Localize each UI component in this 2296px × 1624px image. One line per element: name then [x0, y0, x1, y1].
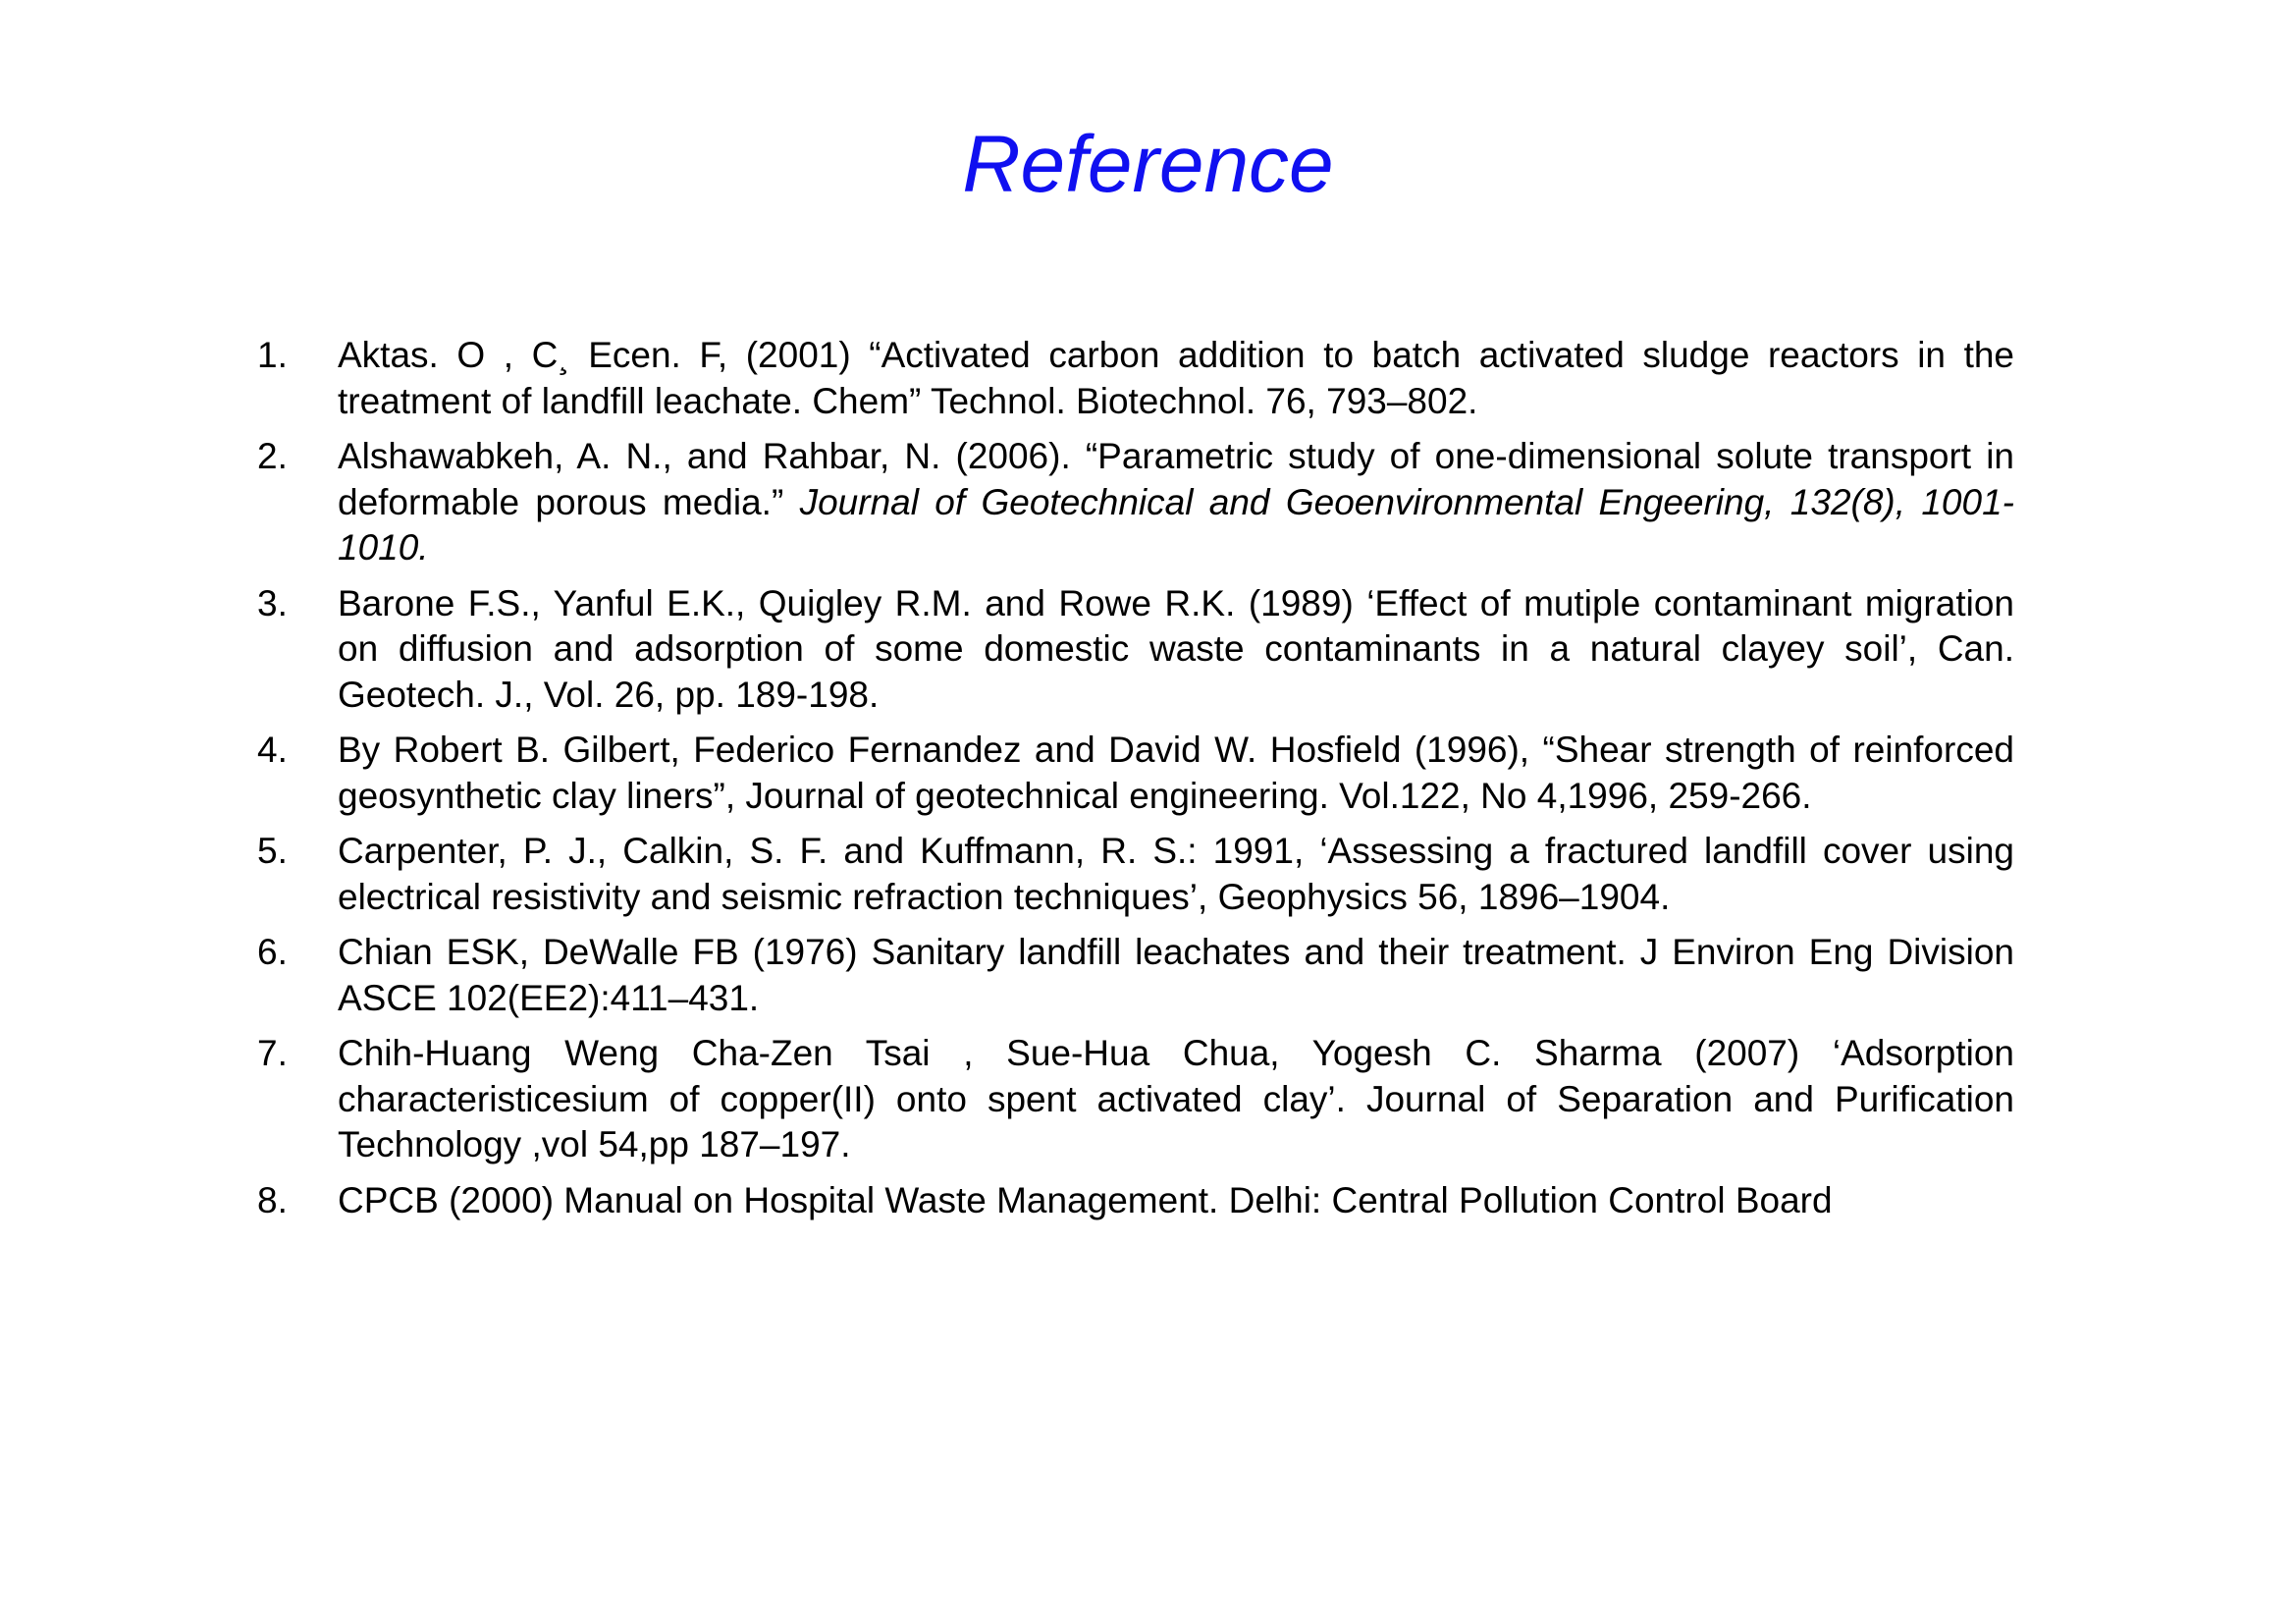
reference-item [257, 829, 2014, 920]
journal-citation: Journal of Geotechnical and Geoenvironmental Engeering, 132(8), 1001-1010. [338, 481, 2014, 568]
reference-text: Carpenter, P. J., Calkin, S. F. and Kuffmann, R. S.: 1991, ‘Assessing a fractured landfill cover using electrical resistivity and seismic refraction techniques’, Geophysics 56, 1896–1904. [338, 831, 2014, 917]
reference-number: 3. [257, 582, 288, 623]
page-title: Reference [962, 120, 1334, 209]
reference-number: 8. [257, 1179, 288, 1220]
reference-item [257, 434, 2014, 571]
reference-item [257, 333, 2014, 424]
reference-text: CPCB (2000) Manual on Hospital Waste Management. Delhi: Central Pollution Control Board [338, 1179, 1833, 1220]
reference-item [257, 728, 2014, 819]
reference-number: 7. [257, 1033, 288, 1073]
reference-item [257, 1178, 2014, 1224]
reference-text: Chih-Huang Weng Cha-Zen Tsai , Sue-Hua Chua, Yogesh C. Sharma (2007) ‘Adsorption characteristicesium of copper(II) onto spent activated clay’. Journal of Separation and Purification Technology ,vol 54,pp 187–197. [338, 1033, 2014, 1164]
reference-number: 1. [257, 335, 288, 375]
reference-number: 2. [257, 436, 288, 476]
reference-item [257, 1031, 2014, 1168]
reference-number: 6. [257, 932, 288, 972]
reference-text: Aktas. O , C¸ Ecen. F, (2001) “Activated carbon addition to batch activated sludge reactors in the treatment of landfill leachate. Chem” Technol. Biotechnol. 76, 793–802. [338, 335, 2014, 421]
reference-text: Chian ESK, DeWalle FB (1976) Sanitary landfill leachates and their treatment. J Environ Eng Division ASCE 102(EE2):411–431. [338, 932, 2014, 1018]
reference-text: Alshawabkeh, A. N., and Rahbar, N. (2006). “Parametric study of one-dimensional solute transport in deformable porous media.” Journal of Geotechnical and Geoenvironmental Engeering, 132(8), 1001-1010. [338, 436, 2014, 568]
reference-text: By Robert B. Gilbert, Federico Fernandez and David W. Hosfield (1996), “Shear strength of reinforced geosynthetic clay liners”, Journal of geotechnical engineering. Vol.122, No 4,1996, 259-266. [338, 730, 2014, 816]
reference-item [257, 930, 2014, 1021]
reference-text: Barone F.S., Yanful E.K., Quigley R.M. and Rowe R.K. (1989) ‘Effect of mutiple contaminant migration on diffusion and adsorption of some domestic waste contaminants in a natural clayey soil’, Can. Geotech. J., Vol. 26, pp. 189-198. [338, 582, 2014, 715]
reference-list [257, 333, 2014, 1233]
reference-number: 5. [257, 831, 288, 871]
reference-number: 4. [257, 730, 288, 770]
reference-item [257, 581, 2014, 719]
